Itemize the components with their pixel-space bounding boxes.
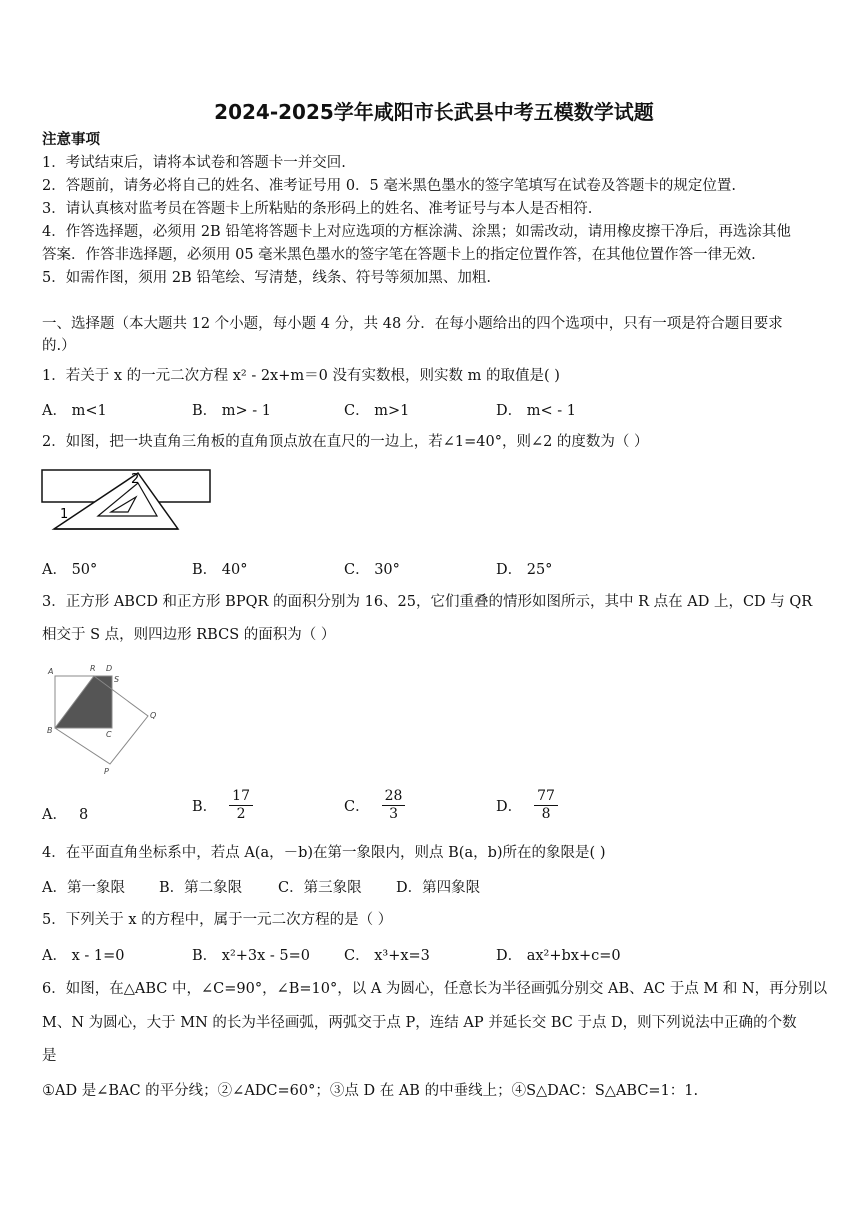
q4-option-c: C．第三象限 <box>278 880 362 896</box>
q3-option-c-label: C． <box>344 799 370 815</box>
notice-heading: 注意事项 <box>42 131 100 148</box>
q3-stem-cont: 相交于 S 点，则四边形 RBCS 的面积为（ ） <box>42 627 336 643</box>
q2-stem: 2．如图，把一块直角三角板的直角顶点放在直尺的一边上，若∠1=40°，则∠2 的度数为（ ） <box>42 434 649 450</box>
q3-option-b-fraction <box>229 788 253 823</box>
q3-squares-figure <box>44 660 164 780</box>
q1-option-b: B． m> - 1 <box>192 403 272 419</box>
page-title: 2024-2025学年咸阳市长武县中考五模数学试题 <box>214 100 654 124</box>
notice-item-4: 4．作答选择题，必须用 2B 铅笔将答题卡上对应选项的方框涂满、涂黑；如需改动，请用橡皮擦干净后，再选涂其他 <box>42 224 791 240</box>
q1-stem: 1．若关于 x 的一元二次方程 x² - 2x+m＝0 没有实数根，则实数 m 的取值是( ) <box>42 368 560 384</box>
q3-option-a-label: A． <box>42 807 67 823</box>
q4-stem: 4．在平面直角坐标系中，若点 A(a，－b)在第一象限内，则点 B(a，b)所在的象限是( ) <box>42 845 606 861</box>
section-heading-cont: 的.） <box>42 338 76 354</box>
q1-option-a: A． m<1 <box>42 403 107 419</box>
q5-option-b: B． x²+3x - 5=0 <box>192 948 311 964</box>
q2-option-a: A． 50° <box>42 562 98 578</box>
q4-option-a: A．第一象限 <box>42 880 125 896</box>
q2-ruler-triangle-figure <box>40 465 215 535</box>
q3-label-c: C <box>106 730 112 739</box>
q3-option-d-numerator: 77 <box>534 788 558 806</box>
q3-option-a <box>42 803 88 824</box>
q3-label-s: S <box>114 675 120 684</box>
q3-label-d: D <box>106 664 113 673</box>
q6-stem-end: 是 <box>42 1048 57 1064</box>
q2-angle-1-label: 1 <box>60 507 69 522</box>
q3-option-b-numerator: 17 <box>229 788 253 806</box>
q5-stem: 5．下列关于 x 的方程中，属于一元二次方程的是（ ） <box>42 912 393 928</box>
q3-option-c-fraction <box>382 788 406 823</box>
notice-item-5: 5．如需作图，须用 2B 铅笔绘、写清楚，线条、符号等须加黑、加粗. <box>42 270 491 286</box>
notice-item-1: 1．考试结束后，请将本试卷和答题卡一并交回. <box>42 155 346 171</box>
section-heading: 一、选择题（本大题共 12 个小题，每小题 4 分，共 48 分．在每小题给出的四个选项中，只有一项是符合题目要求 <box>42 316 783 332</box>
q3-label-a: A <box>48 667 54 676</box>
notice-item-4-cont: 答案．作答非选择题，必须用 05 毫米黑色墨水的签字笔在答题卡上的指定位置作答，在其他位置作答一律无效. <box>42 247 756 263</box>
q1-option-c: C． m>1 <box>344 403 410 419</box>
q3-option-d-denominator: 8 <box>541 806 551 822</box>
q3-option-d <box>496 788 558 823</box>
q4-option-b: B．第二象限 <box>159 880 243 896</box>
q5-option-d: D． ax²+bx+c=0 <box>496 948 621 964</box>
q3-option-b-denominator: 2 <box>236 806 246 822</box>
q3-label-q: Q <box>150 711 157 720</box>
q3-option-d-label: D． <box>496 799 523 815</box>
q3-option-b <box>192 788 253 823</box>
q1-option-d: D． m< - 1 <box>496 403 576 419</box>
q5-option-a: A． x - 1=0 <box>42 948 125 964</box>
q3-label-r: R <box>90 664 96 673</box>
q2-option-c: C． 30° <box>344 562 400 578</box>
q3-option-a-value: 8 <box>78 807 89 823</box>
notice-item-2: 2．答题前，请务必将自己的姓名、准考证号用 0．5 毫米黑色墨水的签字笔填写在试卷及答题卡的规定位置. <box>42 178 736 194</box>
q3-option-c-denominator: 3 <box>389 806 398 822</box>
q3-label-p: P <box>104 767 109 776</box>
q3-label-b: B <box>47 726 53 735</box>
q3-option-c-numerator: 28 <box>382 788 406 806</box>
q3-option-b-label: B． <box>192 799 218 815</box>
q4-option-d: D．第四象限 <box>396 880 481 896</box>
q2-option-d: D． 25° <box>496 562 553 578</box>
q5-option-c: C． x³+x=3 <box>344 948 430 964</box>
q2-option-b: B． 40° <box>192 562 248 578</box>
q6-stem-cont: M、N 为圆心，大于 MN 的长为半径画弧，两弧交于点 P，连结 AP 并延长交 BC 于点 D，则下列说法中正确的个数 <box>42 1015 797 1031</box>
q3-stem: 3．正方形 ABCD 和正方形 BPQR 的面积分别为 16、25，它们重叠的情形如图所示，其中 R 点在 AD 上，CD 与 QR <box>42 594 813 610</box>
q3-option-c <box>344 788 405 823</box>
q6-stem: 6．如图，在△ABC 中，∠C=90°，∠B=10°，以 A 为圆心，任意长为半径画弧分别交 AB、AC 于点 M 和 N，再分别以 <box>42 981 828 997</box>
notice-item-3: 3．请认真核对监考员在答题卡上所粘贴的条形码上的姓名、准考证号与本人是否相符. <box>42 201 593 217</box>
q6-statements: ①AD 是∠BAC 的平分线；②∠ADC=60°；③点 D 在 AB 的中垂线上；④S△DAC：S△ABC=1：1. <box>42 1083 699 1099</box>
q3-option-d-fraction <box>534 788 558 823</box>
q2-angle-2-label: 2 <box>131 472 140 487</box>
